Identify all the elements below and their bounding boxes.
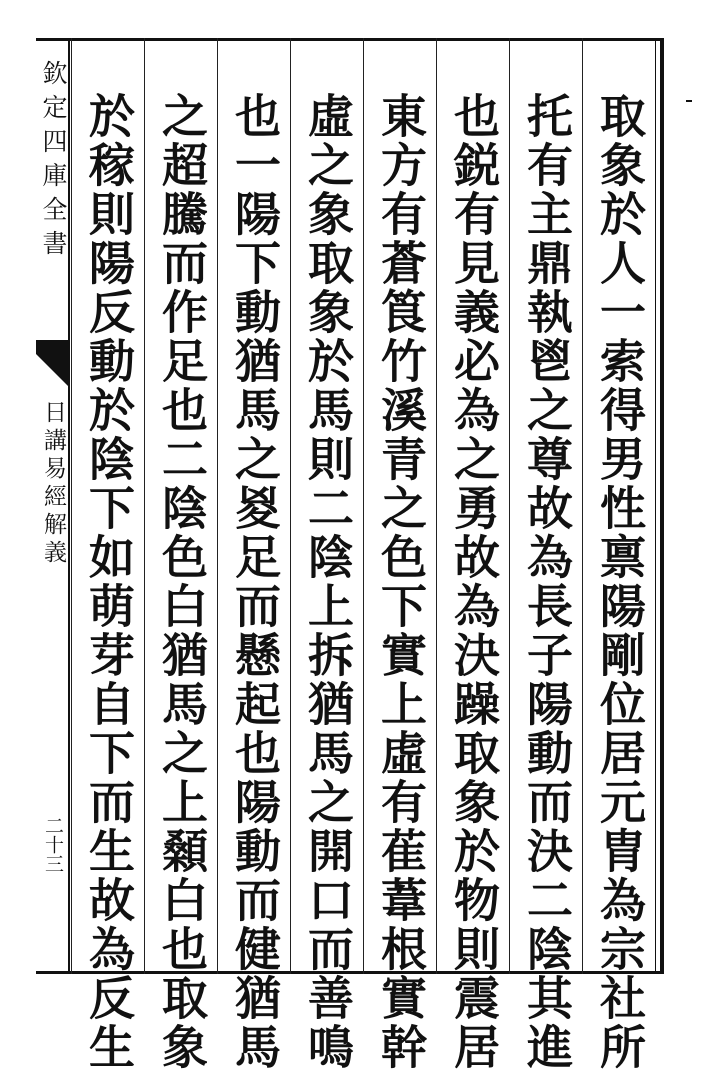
fishtail-mark-icon bbox=[36, 340, 68, 386]
text-column-4 bbox=[363, 38, 436, 1072]
column-text: 於稼則陽反動於陰下如萌芽自下而生故為反生 bbox=[82, 92, 136, 1072]
text-column-8 bbox=[71, 38, 144, 1072]
text-column-2 bbox=[509, 38, 582, 1072]
text-column-5 bbox=[290, 38, 363, 1072]
section-title: 日講易經解義 bbox=[40, 400, 66, 568]
column-text: 東方有蒼筤竹溪青之色下實上虛有萑葦根實幹 bbox=[374, 92, 428, 1072]
text-column-3 bbox=[436, 38, 509, 1072]
text-column-1 bbox=[582, 38, 655, 1072]
margin-tick-mark bbox=[686, 100, 692, 102]
text-column-7 bbox=[144, 38, 217, 1072]
margin-column bbox=[36, 38, 70, 974]
column-text: 之超騰而作足也二陰色白猶馬之上顙白也取象 bbox=[155, 92, 209, 1072]
text-column-6 bbox=[217, 38, 290, 1072]
column-text: 取象於人一索得男性禀陽剛位居元胄為宗社所 bbox=[593, 92, 647, 1072]
page-number: 二十三 bbox=[42, 816, 64, 873]
book-title: 欽定四庫全書 bbox=[39, 60, 68, 264]
column-text: 虛之象取象於馬則二陰上拆猶馬之開口而善鳴 bbox=[301, 92, 355, 1072]
column-text: 托有主鼎執鬯之尊故為長子陽動而決二陰其進 bbox=[520, 92, 574, 1072]
column-text: 也一陽下動猶馬之㚇足而懸起也陽動而健猶馬 bbox=[228, 92, 282, 1072]
column-text: 也鋭有見義必為之勇故為決躁取象於物則震居 bbox=[447, 92, 501, 1072]
